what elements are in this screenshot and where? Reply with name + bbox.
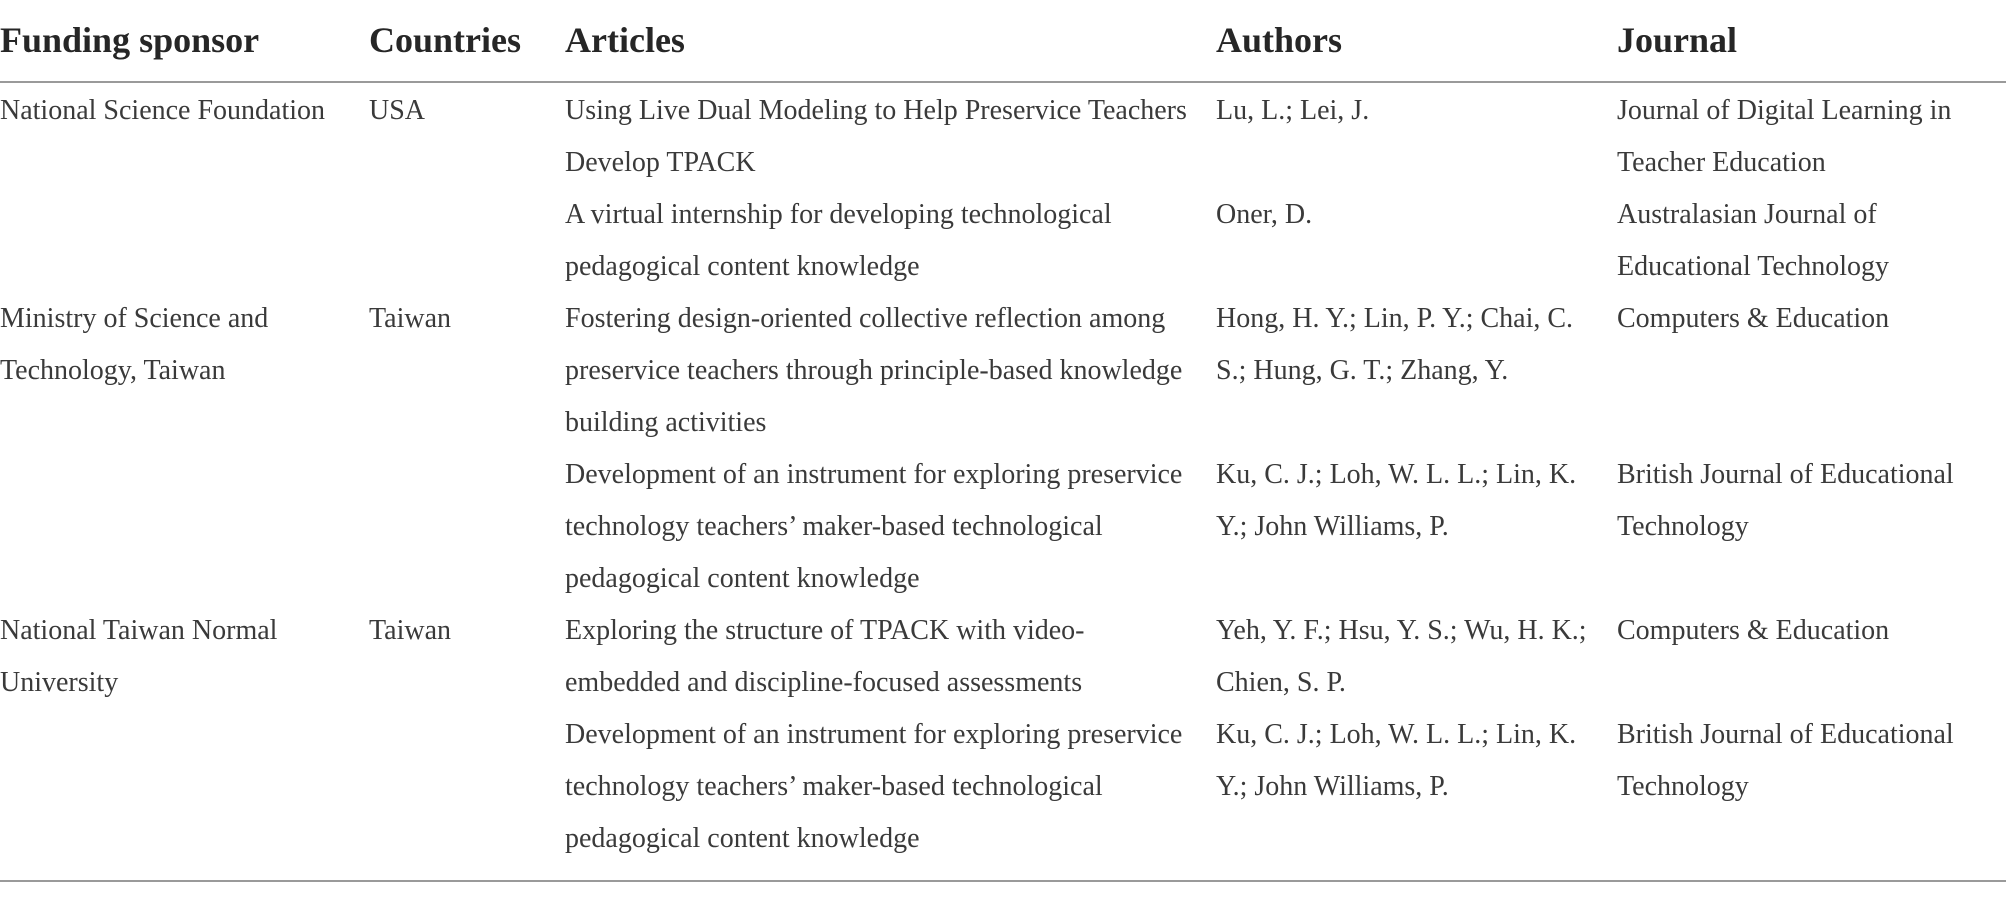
table-row (0, 605, 2006, 709)
article-cell (565, 293, 1216, 449)
journal-text: British Journal of Educational Technology (1617, 459, 1954, 542)
article-text: Development of an instrument for exploring preservice technology teachers’ maker-based technological pedagogical content knowledge (565, 719, 1183, 854)
authors-text: Yeh, Y. F.; Hsu, Y. S.; Wu, H. K.; Chien, S. P. (1216, 615, 1587, 698)
journal-cell (1617, 293, 2006, 449)
article-text: Development of an instrument for exploring preservice technology teachers’ maker-based technological pedagogical content knowledge (565, 459, 1183, 594)
article-cell (565, 709, 1216, 865)
journal-text: British Journal of Educational Technology (1617, 719, 1954, 802)
journal-cell (1617, 709, 2006, 865)
authors-cell (1216, 449, 1617, 605)
country-cell (369, 293, 565, 605)
authors-text: Ku, C. J.; Loh, W. L. L.; Lin, K. Y.; John Williams, P. (1216, 459, 1577, 542)
article-cell (565, 189, 1216, 293)
country-text: USA (369, 95, 426, 126)
article-cell (565, 449, 1216, 605)
country-text: Taiwan (369, 303, 452, 334)
country-text: Taiwan (369, 615, 452, 646)
sponsor-text: National Taiwan Normal University (0, 615, 278, 698)
article-text: Exploring the structure of TPACK with video-embedded and discipline-focused assessments (565, 615, 1085, 698)
authors-text: Hong, H. Y.; Lin, P. Y.; Chai, C. S.; Hung, G. T.; Zhang, Y. (1216, 303, 1574, 386)
header-articles: Articles (565, 0, 1216, 82)
table-bottom-rule (0, 880, 2006, 882)
article-cell (565, 605, 1216, 709)
header-journal: Journal (1617, 0, 2006, 82)
journal-text: Computers & Education (1617, 615, 1890, 646)
sponsor-text: National Science Foundation (0, 95, 326, 126)
article-text: Using Live Dual Modeling to Help Preservice Teachers Develop TPACK (565, 95, 1187, 178)
header-countries: Countries (369, 0, 565, 82)
article-text: A virtual internship for developing technological pedagogical content knowledge (565, 199, 1112, 282)
journal-cell (1617, 449, 2006, 605)
journal-text: Computers & Education (1617, 303, 1890, 334)
authors-cell (1216, 189, 1617, 293)
sponsor-cell (0, 605, 369, 865)
sponsor-cell (0, 293, 369, 605)
country-cell (369, 605, 565, 865)
sponsor-text: Ministry of Science and Technology, Taiwan (0, 303, 269, 386)
table-row (0, 82, 2006, 189)
authors-cell (1216, 605, 1617, 709)
journal-text: Australasian Journal of Educational Technology (1617, 199, 1890, 282)
article-text: Fostering design-oriented collective reflection among preservice teachers through principle-based knowledge building activities (565, 303, 1183, 438)
sponsor-cell (0, 82, 369, 293)
header-authors: Authors (1216, 0, 1617, 82)
authors-text: Lu, L.; Lei, J. (1216, 95, 1370, 126)
authors-cell (1216, 293, 1617, 449)
table-header-row (0, 0, 2006, 82)
authors-text: Ku, C. J.; Loh, W. L. L.; Lin, K. Y.; John Williams, P. (1216, 719, 1577, 802)
journal-text: Journal of Digital Learning in Teacher Education (1617, 95, 1952, 178)
table-row (0, 293, 2006, 449)
country-cell (369, 82, 565, 293)
authors-text: Oner, D. (1216, 199, 1313, 230)
header-funding-sponsor: Funding sponsor (0, 0, 369, 82)
journal-cell (1617, 189, 2006, 293)
journal-cell (1617, 82, 2006, 189)
authors-cell (1216, 709, 1617, 865)
journal-cell (1617, 605, 2006, 709)
authors-cell (1216, 82, 1617, 189)
article-cell (565, 82, 1216, 189)
